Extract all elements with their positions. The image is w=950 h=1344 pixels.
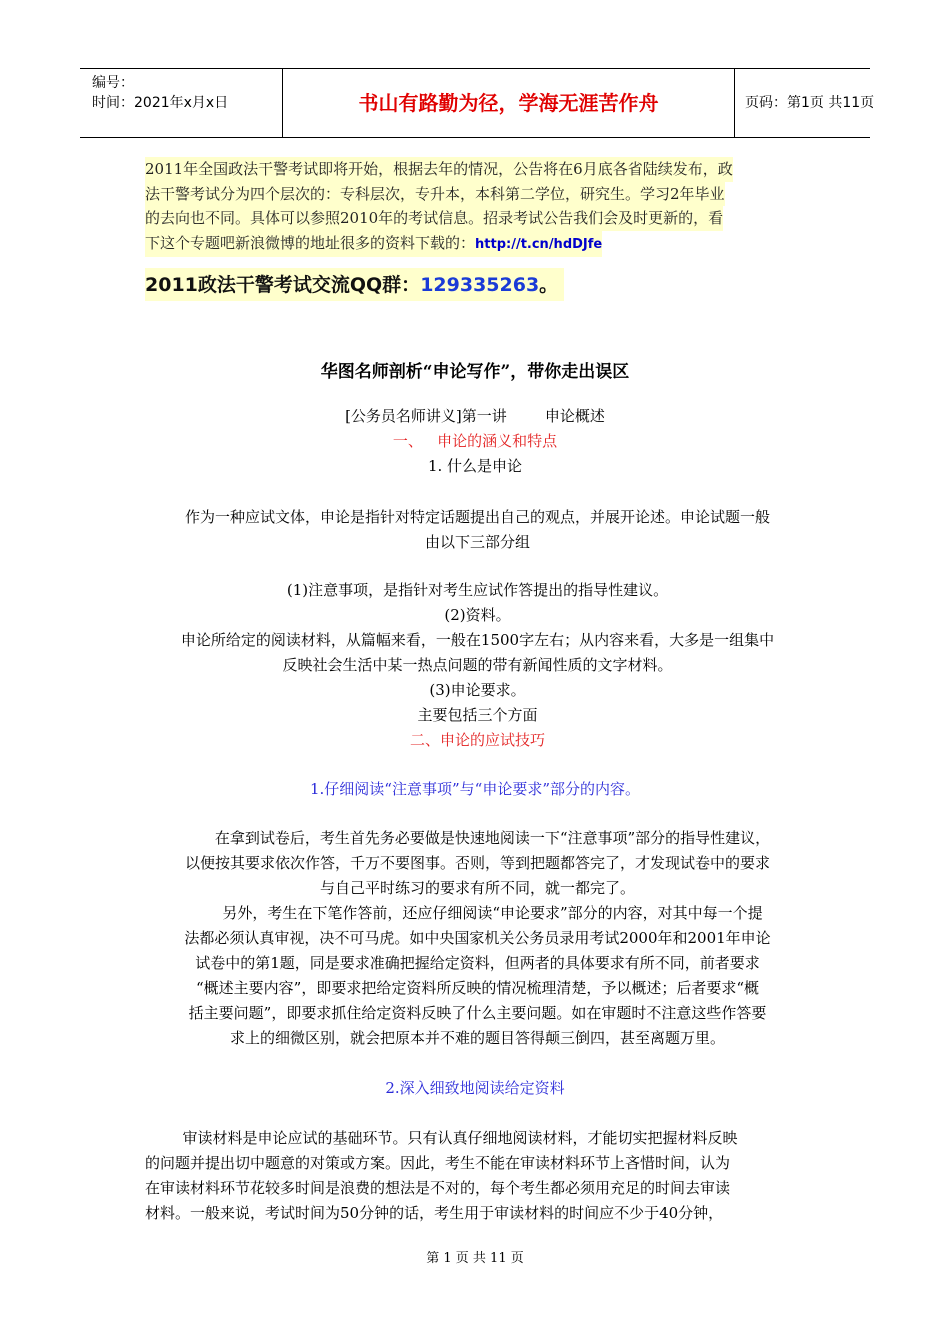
paragraph-definition <box>145 505 810 555</box>
header-meta <box>80 69 282 137</box>
article-title: 华图名师剖析“申论写作”，带你走出误区 <box>320 362 630 382</box>
text-line: 以便按其要求依次作答，千万不要图事。否则，等到把题都答完了，才发现试卷中的要求 <box>184 854 770 872</box>
text-line: 反映社会生活中某一热点问题的带有新闻性质的文字材料。 <box>282 656 673 674</box>
text-line: 作为一种应试文体，申论是指针对特定话题提出自己的观点，并展开论述。申论试题一般 <box>184 508 770 526</box>
text-line: 法都必须认真审视，决不可马虎。如中央国家机关公务员录用考试2000年和2001年申论 <box>184 929 771 947</box>
number-label: 编号： <box>92 75 134 91</box>
weibo-link[interactable]: http://t.cn/hdDJfe <box>475 236 603 252</box>
text-line: 在审读材料环节花较多时间是浪费的想法是不对的，每个考生都必须用充足的时间去审读 <box>145 1179 731 1197</box>
text-line: “概述主要内容”，即要求把给定资料所反映的情况梳理清楚，予以概述；后者要求“概 <box>195 979 759 997</box>
intro-line: 2011年全国政法干警考试即将开始，根据去年的情况，公告将在6月底各省陆续发布，政 <box>145 157 733 182</box>
header-motto: 书山有路勤为径，学海无涯苦作舟 <box>282 69 735 137</box>
paragraph-parts <box>145 578 810 753</box>
date-label: 时间：2021年x月x日 <box>92 95 229 111</box>
text-line: (2)资料。 <box>444 606 511 624</box>
paragraph-tip2 <box>145 1126 810 1226</box>
qq-number: 129335263 <box>420 274 540 296</box>
qq-group-line <box>145 268 564 301</box>
text-line: 另外，考生在下笔作答前，还应仔细阅读“申论要求”部分的内容，对其中每一个提 <box>222 904 763 922</box>
text-line: 材料。一般来说，考试时间为50分钟的话，考生用于审读材料的时间应不少于40分钟， <box>145 1204 724 1222</box>
question-heading: 1. 什么是申论 <box>427 457 523 475</box>
section-heading-1: 一、 申论的涵义和特点 <box>392 432 558 450</box>
intro-line: 的去向也不同。具体可以参照2010年的考试信息。招录考试公告我们会及时更新的，看 <box>145 206 723 231</box>
text-line: 括主要问题”，即要求抓住给定资料反映了什么主要问题。如在审题时不注意这些作答要 <box>188 1004 767 1022</box>
text-line: 的问题并提出切中题意的对策或方案。因此，考生不能在审读材料环节上吝惜时间，认为 <box>145 1154 731 1172</box>
qq-label: 2011政法干警考试交流QQ群： <box>145 274 421 296</box>
intro-line: 法干警考试分为四个层次的：专科层次，专升本，本科第二学位，研究生。学习2年毕业 <box>145 182 725 207</box>
text-line: 申论所给定的阅读材料，从篇幅来看，一般在1500字左右；从内容来看，大多是一组集中 <box>180 631 775 649</box>
text-line: 在拿到试卷后，考生首先务必要做是快速地阅读一下“注意事项”部分的指导性建议， <box>214 829 771 847</box>
text-line: (1)注意事项，是指针对考生应试作答提出的指导性建议。 <box>286 581 669 599</box>
intro-line-text: 下这个专题吧新浪微博的地址很多的资料下载的： <box>145 233 476 252</box>
text-line: 由以下三部分组 <box>424 533 530 551</box>
page-header <box>80 68 875 138</box>
paragraph-tip1 <box>145 826 810 1051</box>
article-subtitle: [公务员名师讲义]第一讲 申论概述 <box>345 407 605 425</box>
text-line: 求上的细微区别，就会把原本并不难的题目答得颠三倒四，甚至离题万里。 <box>229 1029 725 1047</box>
page-footer: 第 1 页 共 11 页 <box>426 1251 524 1266</box>
header-page-info: 页码：第1页 共11页 <box>745 95 875 111</box>
intro-paragraph <box>145 157 805 257</box>
text-line: (3)申论要求。 <box>429 681 526 699</box>
text-line: 与自己平时练习的要求有所不同，就一都完了。 <box>319 879 635 897</box>
qq-suffix: 。 <box>539 274 559 296</box>
tip-heading-2: 2.深入细致地阅读给定资料 <box>385 1079 565 1097</box>
intro-line <box>145 231 602 258</box>
text-line: 主要包括三个方面 <box>417 706 538 724</box>
tip-heading-1: 1.仔细阅读“注意事项”与“申论要求”部分的内容。 <box>310 780 640 798</box>
text-line: 试卷中的第1题，同是要求准确把握给定资料，但两者的具体要求有所不同，前者要求 <box>195 954 760 972</box>
section-heading-2: 二、申论的应试技巧 <box>409 731 545 749</box>
text-line: 审读材料是申论应试的基础环节。只有认真仔细地阅读材料，才能切实把握材料反映 <box>182 1129 738 1147</box>
